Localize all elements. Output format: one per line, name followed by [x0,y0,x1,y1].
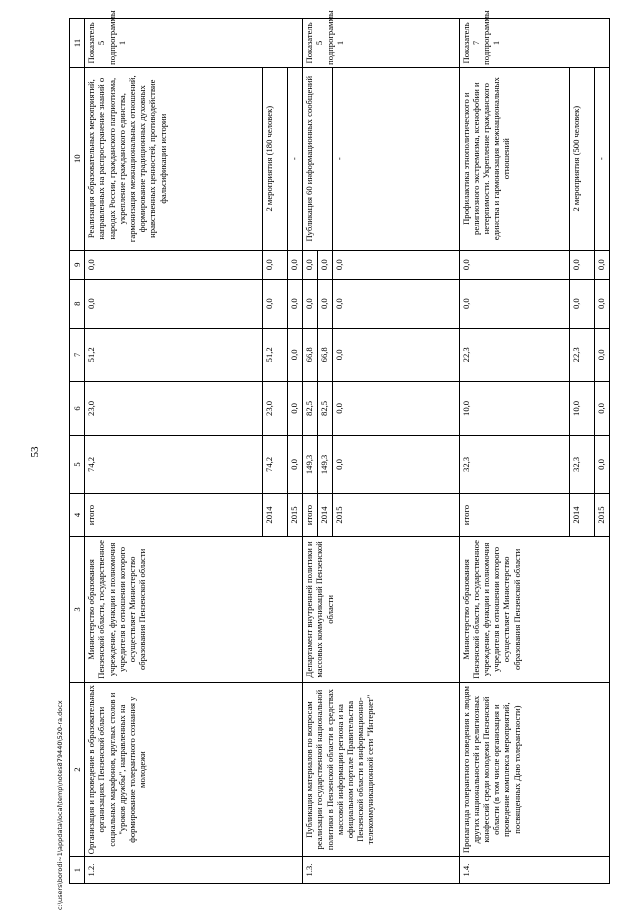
value-cell: 149,3 [318,435,333,493]
year-cell: 2014 [318,494,333,537]
table-row [303,19,318,884]
result-2015: - [594,67,609,250]
value-cell: 0,0 [333,435,459,493]
value-cell: 0,0 [288,435,303,493]
row-number: 1.2. [85,857,303,884]
value-cell: 74,2 [262,435,287,493]
column-number-row [70,19,85,884]
measure-name: Публикация материалов по вопросам реализации государственной национальной политики в Пензенской области в средствах массовой информации региона и на официальном портале Правительства Пензенской области в информационно-телекоммуникационной сети "Интернет" [303,683,459,857]
value-cell: 82,5 [303,382,318,436]
row-number: 1.3. [303,857,459,884]
expected-result: Реализация образовательных мероприятий, направленных на распространение знаний о народах России, гражданского патриотизма, укрепление гражданского единства, гармонизация межнациональных отношений, формирование традиционных духовных нравственных ценностей, противодействие фальсификации истории [85,67,263,250]
executor: Министерство образования Пензенской области, государственное учреждение, функции и полномочия учредителя в отношении которого осуществляет Министерство образования Пензенской области [85,536,303,682]
value-cell: 0,0 [262,250,287,279]
col-number: 8 [70,279,85,328]
value-cell: 0,0 [262,279,287,328]
value-cell: 66,8 [318,328,333,382]
col-number: 9 [70,250,85,279]
col-number: 4 [70,494,85,537]
year-cell: 2015 [594,494,609,537]
year-cell: 2014 [569,494,594,537]
col-number: 2 [70,683,85,857]
result-2014: 2 мероприятия (500 человек) [569,67,594,250]
indicator: Показатель 5 подпрограммы 1 [85,19,303,68]
value-cell: 32,3 [459,435,569,493]
value-cell: 0,0 [459,250,569,279]
expected-result: Публикация 60 информационных сообщений [303,67,333,250]
indicator: Показатель 7 подпрограммы 1 [459,19,609,68]
value-cell: 10,0 [569,382,594,436]
row-number: 1.4. [459,857,609,884]
value-cell: 0,0 [569,279,594,328]
file-path-footer: c:\users\borodi~1\appdata\local\temp\notes879440\520-ra.docx [56,700,64,910]
col-number: 1 [70,857,85,884]
value-cell: 0,0 [333,382,459,436]
measure-name: Организация и проведение в образовательных организациях Пензенской области социальных марафонов, круглых столов и "уроков дружбы", направленных на формирование толерантного сознания у молодежи [85,683,303,857]
executor: Департамент внутренней политики и массовых коммуникаций Пензенской области [303,536,459,682]
value-cell: 32,3 [569,435,594,493]
value-cell: 0,0 [459,279,569,328]
indicator: Показатель 5 подпрограммы 1 [303,19,459,68]
value-cell: 0,0 [288,328,303,382]
measures-table [69,10,610,884]
value-cell: 0,0 [85,250,263,279]
value-cell: 0,0 [333,279,459,328]
value-cell: 0,0 [288,279,303,328]
value-cell: 82,5 [318,382,333,436]
table-row [85,19,263,884]
year-cell: 2014 [262,494,287,537]
value-cell: 66,8 [303,328,318,382]
value-cell: 0,0 [594,328,609,382]
value-cell: 51,2 [262,328,287,382]
value-cell: 0,0 [594,250,609,279]
value-cell: 0,0 [569,250,594,279]
value-cell: 0,0 [85,279,263,328]
value-cell: 0,0 [303,279,318,328]
value-cell: 0,0 [594,279,609,328]
value-cell: 0,0 [288,250,303,279]
value-cell: 0,0 [594,382,609,436]
col-number: 11 [70,19,85,68]
result-2015: - [333,67,459,250]
value-cell: 51,2 [85,328,263,382]
col-number: 7 [70,328,85,382]
value-cell: 74,2 [85,435,263,493]
col-number: 6 [70,382,85,436]
year-cell: итого [459,494,569,537]
year-cell: 2015 [333,494,459,537]
measure-name: Пропаганда толерантного поведения к людям других национальностей и религиозных конфессий среди молодежи Пензенской области (в том числе организация и проведение комплекса мероприятий, посвященных Дню толерантности) [459,683,609,857]
year-cell: итого [85,494,263,537]
year-cell: итого [303,494,318,537]
year-cell: 2015 [288,494,303,537]
value-cell: 0,0 [318,279,333,328]
page-number: 53 [29,446,41,458]
expected-result: Профилактика этнополитического и религиозного экстремизма, ксенофобии и нетерпимости. Укрепление гражданского единства и гармонизация межнациональных отношений [459,67,569,250]
value-cell: 0,0 [333,250,459,279]
value-cell: 0,0 [333,328,459,382]
table-row [459,19,569,884]
result-2014: 2 мероприятия (180 человек) [262,67,287,250]
executor: Министерство образования Пензенской области, государственное учреждение, функции и полномочия учредителя в отношении которого осуществляет Министерство образования Пензенской области [459,536,609,682]
col-number: 3 [70,536,85,682]
value-cell: 22,3 [569,328,594,382]
value-cell: 22,3 [459,328,569,382]
value-cell: 0,0 [318,250,333,279]
col-number: 10 [70,67,85,250]
value-cell: 149,3 [303,435,318,493]
value-cell: 10,0 [459,382,569,436]
value-cell: 23,0 [85,382,263,436]
value-cell: 0,0 [594,435,609,493]
value-cell: 23,0 [262,382,287,436]
value-cell: 0,0 [288,382,303,436]
measures-table-wrapper [69,10,610,884]
col-number: 5 [70,435,85,493]
result-2015: - [288,67,303,250]
value-cell: 0,0 [303,250,318,279]
